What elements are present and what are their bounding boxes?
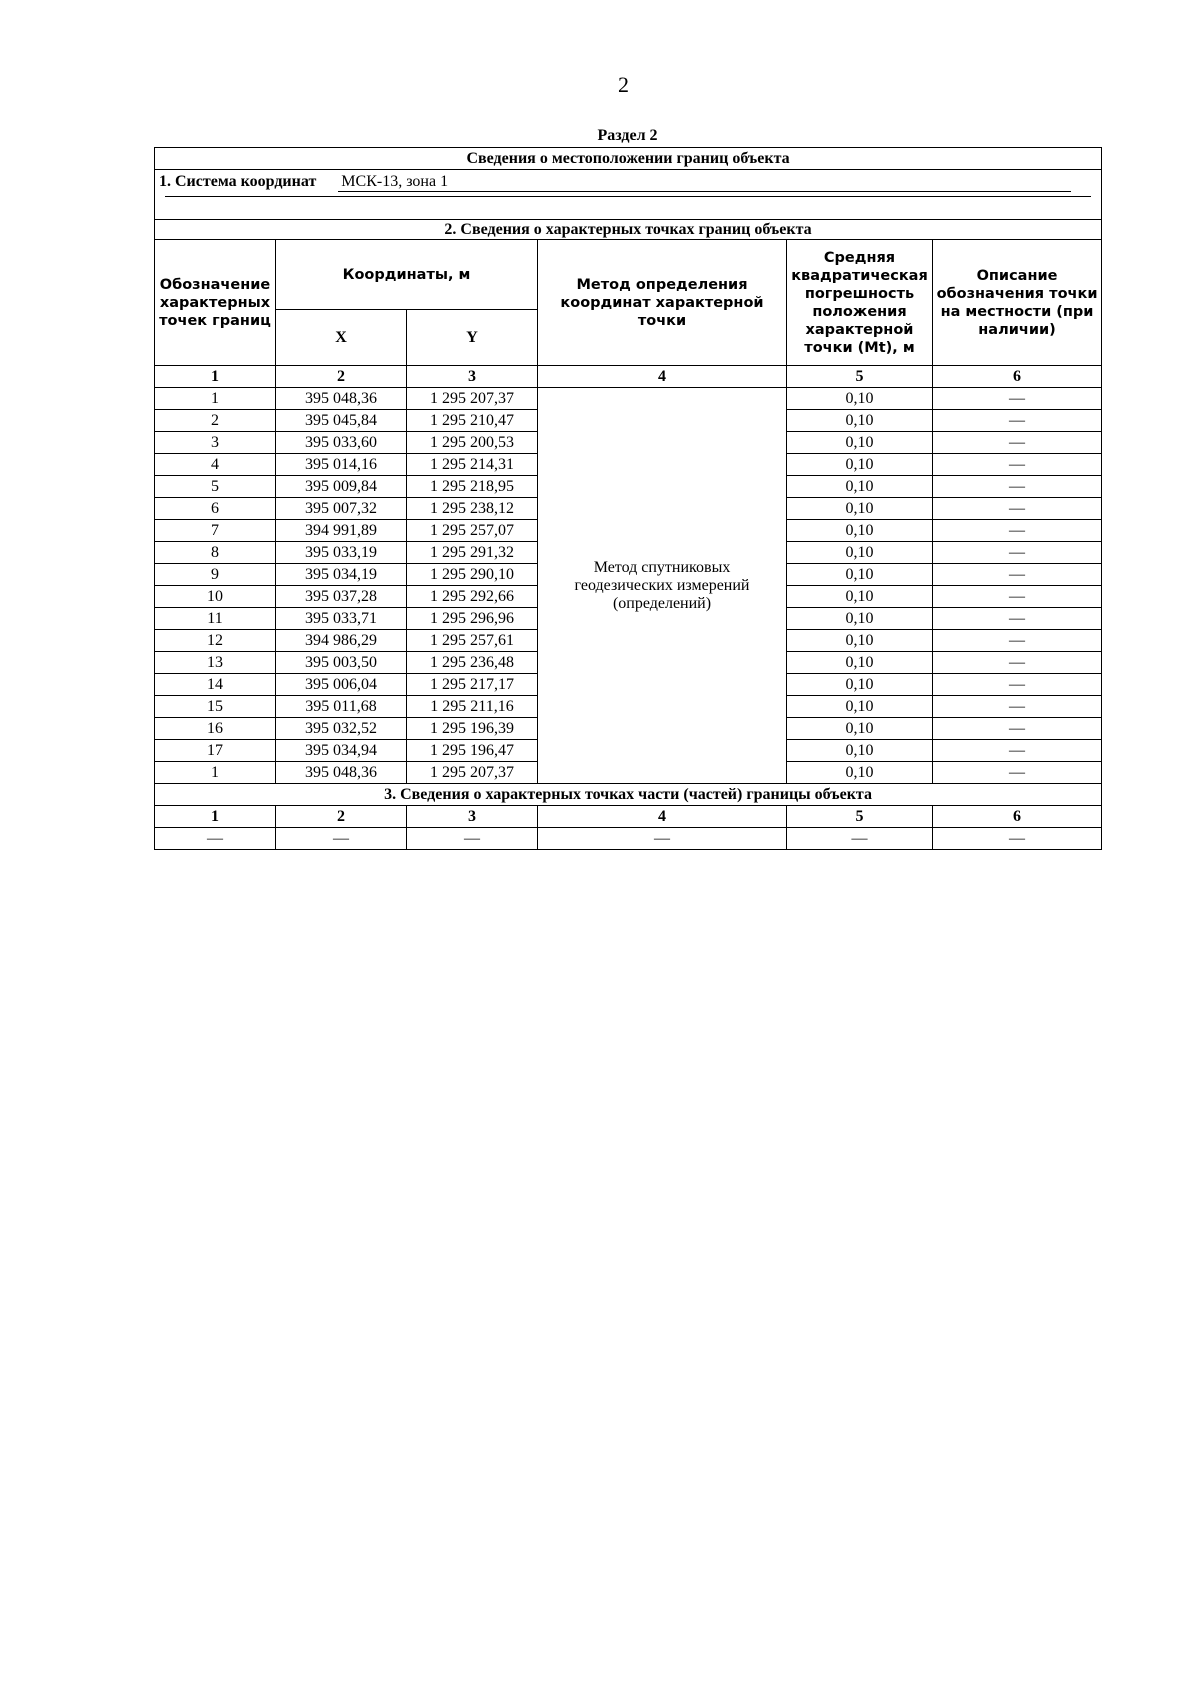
point-accuracy: 0,10 — [787, 476, 933, 498]
point-accuracy: 0,10 — [787, 410, 933, 432]
header-designation: Обозначение характерных точек границ — [155, 240, 276, 366]
column-number: 3 — [407, 366, 538, 388]
point-accuracy: 0,10 — [787, 432, 933, 454]
point-accuracy: 0,10 — [787, 564, 933, 586]
parts-column-numbers-row — [155, 806, 1102, 828]
point-x: 394 991,89 — [276, 520, 407, 542]
point-description: — — [933, 762, 1102, 784]
coordinate-system-row — [155, 170, 1102, 196]
point-number: 8 — [155, 542, 276, 564]
point-number: 12 — [155, 630, 276, 652]
points-section-row — [155, 220, 1102, 240]
parts-cell: — — [787, 828, 933, 850]
point-accuracy: 0,10 — [787, 454, 933, 476]
point-accuracy: 0,10 — [787, 762, 933, 784]
point-y: 1 295 218,95 — [407, 476, 538, 498]
table-title-row — [155, 148, 1102, 170]
point-description: — — [933, 740, 1102, 762]
column-number: 5 — [787, 806, 933, 828]
point-number: 1 — [155, 762, 276, 784]
point-y: 1 295 292,66 — [407, 586, 538, 608]
parts-section-title: 3. Сведения о характерных точках части (частей) границы объекта — [155, 784, 1102, 806]
parts-cell: — — [155, 828, 276, 850]
points-section-title: 2. Сведения о характерных точках границ объекта — [155, 220, 1102, 240]
point-accuracy: 0,10 — [787, 388, 933, 410]
column-number: 3 — [407, 806, 538, 828]
parts-row — [155, 828, 1102, 850]
point-x: 395 033,19 — [276, 542, 407, 564]
blank-line — [165, 196, 1091, 197]
header-accuracy: Средняя квадратическая погрешность положения характерной точки (Mt), м — [787, 240, 933, 366]
method-cell: Метод спутниковых геодезических измерений (определений) — [538, 388, 787, 784]
point-description: — — [933, 608, 1102, 630]
point-x: 395 033,71 — [276, 608, 407, 630]
column-number: 2 — [276, 806, 407, 828]
point-y: 1 295 196,47 — [407, 740, 538, 762]
header-method: Метод определения координат характерной точки — [538, 240, 787, 366]
point-y: 1 295 257,07 — [407, 520, 538, 542]
point-y: 1 295 207,37 — [407, 762, 538, 784]
point-description: — — [933, 410, 1102, 432]
point-number: 14 — [155, 674, 276, 696]
blank-row — [155, 196, 1102, 220]
point-x: 394 986,29 — [276, 630, 407, 652]
page-number: 2 — [618, 72, 629, 97]
point-y: 1 295 217,17 — [407, 674, 538, 696]
point-description: — — [933, 586, 1102, 608]
point-x: 395 034,19 — [276, 564, 407, 586]
point-x: 395 048,36 — [276, 762, 407, 784]
point-x: 395 014,16 — [276, 454, 407, 476]
point-number: 15 — [155, 696, 276, 718]
parts-cell: — — [538, 828, 787, 850]
point-y: 1 295 196,39 — [407, 718, 538, 740]
column-number: 4 — [538, 806, 787, 828]
point-accuracy: 0,10 — [787, 586, 933, 608]
point-x: 395 034,94 — [276, 740, 407, 762]
point-x: 395 011,68 — [276, 696, 407, 718]
point-number: 13 — [155, 652, 276, 674]
point-accuracy: 0,10 — [787, 608, 933, 630]
point-accuracy: 0,10 — [787, 630, 933, 652]
point-description: — — [933, 476, 1102, 498]
point-accuracy: 0,10 — [787, 718, 933, 740]
column-number: 6 — [933, 806, 1102, 828]
point-y: 1 295 238,12 — [407, 498, 538, 520]
point-y: 1 295 257,61 — [407, 630, 538, 652]
header-y: Y — [407, 310, 538, 366]
point-accuracy: 0,10 — [787, 498, 933, 520]
point-number: 9 — [155, 564, 276, 586]
point-accuracy: 0,10 — [787, 542, 933, 564]
point-description: — — [933, 454, 1102, 476]
point-description: — — [933, 652, 1102, 674]
point-y: 1 295 200,53 — [407, 432, 538, 454]
point-x: 395 032,52 — [276, 718, 407, 740]
point-x: 395 045,84 — [276, 410, 407, 432]
point-number: 10 — [155, 586, 276, 608]
point-number: 3 — [155, 432, 276, 454]
point-accuracy: 0,10 — [787, 674, 933, 696]
point-number: 11 — [155, 608, 276, 630]
point-x: 395 006,04 — [276, 674, 407, 696]
table-row — [155, 388, 1102, 410]
point-description: — — [933, 520, 1102, 542]
blank-line-cell — [155, 196, 1102, 220]
boundary-table — [154, 147, 1102, 850]
point-x: 395 009,84 — [276, 476, 407, 498]
point-accuracy: 0,10 — [787, 520, 933, 542]
column-number: 5 — [787, 366, 933, 388]
point-y: 1 295 290,10 — [407, 564, 538, 586]
coordinate-system — [155, 170, 1102, 196]
point-accuracy: 0,10 — [787, 696, 933, 718]
column-numbers-row — [155, 366, 1102, 388]
header-coordinates: Координаты, м — [276, 240, 538, 310]
column-number: 2 — [276, 366, 407, 388]
point-x: 395 048,36 — [276, 388, 407, 410]
point-y: 1 295 296,96 — [407, 608, 538, 630]
coordinate-system-value: МСК-13, зона 1 — [338, 173, 1071, 192]
point-description: — — [933, 564, 1102, 586]
point-description: — — [933, 498, 1102, 520]
point-number: 17 — [155, 740, 276, 762]
point-description: — — [933, 718, 1102, 740]
point-y: 1 295 207,37 — [407, 388, 538, 410]
column-number: 1 — [155, 806, 276, 828]
parts-section-row — [155, 784, 1102, 806]
point-number: 16 — [155, 718, 276, 740]
point-accuracy: 0,10 — [787, 740, 933, 762]
header-row-1 — [155, 240, 1102, 310]
point-x: 395 007,32 — [276, 498, 407, 520]
parts-cell: — — [407, 828, 538, 850]
point-description: — — [933, 696, 1102, 718]
parts-cell: — — [276, 828, 407, 850]
point-x: 395 033,60 — [276, 432, 407, 454]
point-x: 395 003,50 — [276, 652, 407, 674]
point-description: — — [933, 388, 1102, 410]
parts-cell: — — [933, 828, 1102, 850]
point-y: 1 295 236,48 — [407, 652, 538, 674]
header-x: X — [276, 310, 407, 366]
column-number: 1 — [155, 366, 276, 388]
point-y: 1 295 210,47 — [407, 410, 538, 432]
point-y: 1 295 211,16 — [407, 696, 538, 718]
point-description: — — [933, 674, 1102, 696]
point-y: 1 295 214,31 — [407, 454, 538, 476]
point-accuracy: 0,10 — [787, 652, 933, 674]
point-description: — — [933, 542, 1102, 564]
point-number: 7 — [155, 520, 276, 542]
point-description: — — [933, 630, 1102, 652]
point-number: 6 — [155, 498, 276, 520]
section-title: Раздел 2 — [597, 127, 658, 144]
table-title: Сведения о местоположении границ объекта — [155, 148, 1102, 170]
column-number: 4 — [538, 366, 787, 388]
point-x: 395 037,28 — [276, 586, 407, 608]
point-number: 2 — [155, 410, 276, 432]
column-number: 6 — [933, 366, 1102, 388]
point-number: 1 — [155, 388, 276, 410]
point-description: — — [933, 432, 1102, 454]
coordinate-system-label: 1. Система координат — [159, 173, 317, 191]
point-y: 1 295 291,32 — [407, 542, 538, 564]
header-description: Описание обозначения точки на местности (при наличии) — [933, 240, 1102, 366]
point-number: 5 — [155, 476, 276, 498]
point-number: 4 — [155, 454, 276, 476]
